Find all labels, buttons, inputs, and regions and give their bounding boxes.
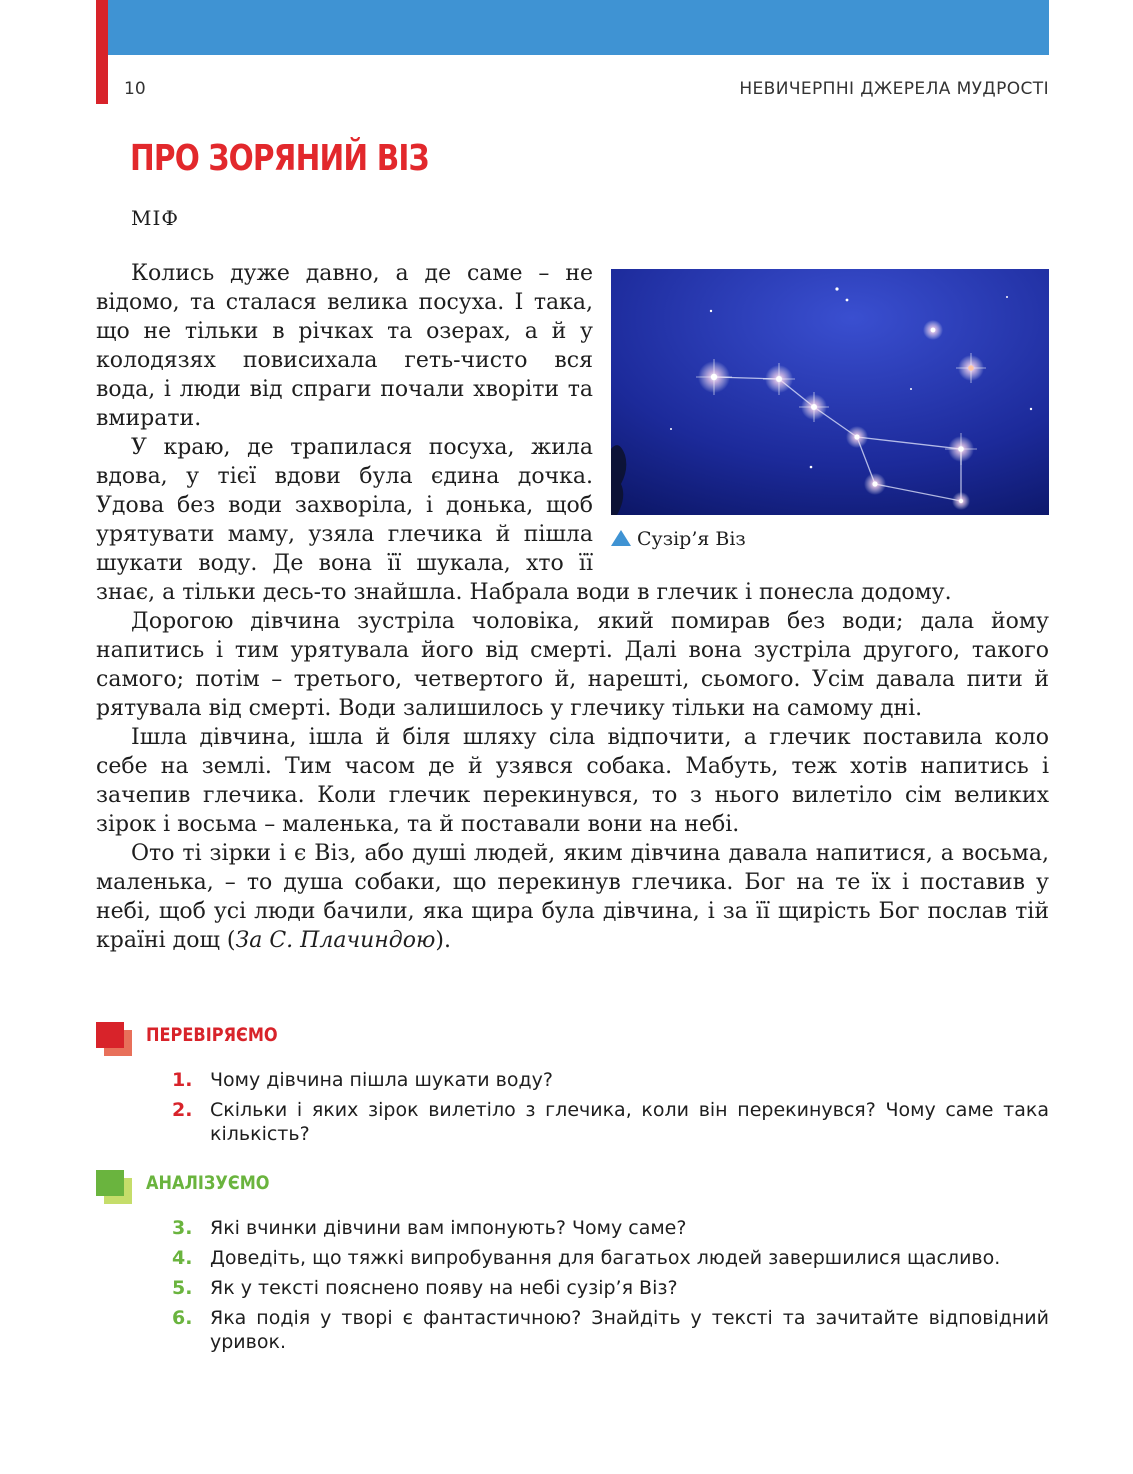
constellation-image [611, 269, 1049, 515]
check-question-list [172, 1068, 1049, 1152]
question-item: 6. Яка подія у творі є фантастичною? Знайдіть у тексті та зачитайте відповідний уривок. [172, 1307, 1049, 1353]
question-item: 2. Скільки і яких зірок вилетіло з глечика, коли він перекинувся? Чому саме така кількість? [172, 1099, 1049, 1145]
accent-strip [96, 0, 108, 104]
header-band [96, 0, 1049, 55]
source-attribution: За С. Плачиндою [235, 928, 436, 953]
story-body [96, 259, 1049, 955]
analyze-question-list [172, 1216, 1049, 1360]
figure-caption [611, 527, 1049, 551]
check-section-title: ПЕРЕВІРЯЄМО [146, 1024, 278, 1046]
genre-label: МІФ [131, 206, 179, 230]
triangle-up-icon [611, 530, 631, 546]
page-number: 10 [124, 79, 146, 99]
section-square-icon [96, 1170, 124, 1196]
story-paragraph: Колись дуже давно, а де саме – не відомо, та сталася велика посуха. І така, що не тільки в річках та озерах, а й у колодязях повисихала геть-чисто вся вода, і люди від спраги почали хворіти та вмирати. [96, 261, 593, 431]
story-paragraph: Ішла дівчина, ішла й біля шляху сіла відпочити, а глечик поставила коло себе на землі. Тим часом де й узявся собака. Мабуть, теж хотів напитись і зачепив глечика. Коли глечик перекинувся, то з нього вилетіло сім великих зірок і восьма – маленька, та й поставали вони на небі. [96, 725, 1049, 837]
story-paragraph [96, 839, 1049, 955]
caption-text: Сузір’я Віз [637, 528, 746, 550]
story-title: ПРО ЗОРЯНИЙ ВІЗ [130, 138, 429, 179]
question-item: 4. Доведіть, що тяжкі випробування для багатьох людей завершилися щасливо. [172, 1247, 1001, 1269]
section-square-icon [96, 1022, 124, 1048]
question-item: 3. Які вчинки дівчини вам імпонують? Чому саме? [172, 1217, 687, 1239]
paragraph-text: Ото ті зірки і є Віз, або душі людей, яким дівчина давала напитися, а восьма, маленька, – то душа собаки, що перекинув глечика. Бог на те їх і поставив у небі, щоб усі люди бачили, яка щира була дівчина, і за її щирість Бог послав тій країні дощ ( [96, 841, 1049, 953]
story-paragraph: У краю, де трапилася посуха, жила вдова, у тієї вдови була єдина дочка. Удова без води захворіла, і донька, щоб урятувати маму, узяла глечика й пішла шукати воду. Де вона її шукала, хто її знає, а тільки десь-то знайшла. Набрала води в глечик і понесла додому. [96, 435, 952, 605]
analyze-section-title: АНАЛІЗУЄМО [146, 1172, 270, 1194]
paragraph-end: ). [435, 928, 451, 953]
question-item: 5. Як у тексті пояснено появу на небі сузір’я Віз? [172, 1277, 678, 1299]
question-item: 1. Чому дівчина пішла шукати воду? [172, 1069, 553, 1091]
story-paragraph: Дорогою дівчина зустріла чоловіка, який помирав без води; дала йому напитись і тим урятувала його від смерті. Далі вона зустріла другого, такого самого; потім – третього, четвертого й, нарешті, сьомого. Усім давала пити й рятувала від смерті. Води залишилось у глечику тільки на самому дні. [96, 609, 1049, 721]
constellation-figure [611, 269, 1049, 551]
running-title: НЕВИЧЕРПНІ ДЖЕРЕЛА МУДРОСТІ [739, 79, 1049, 99]
